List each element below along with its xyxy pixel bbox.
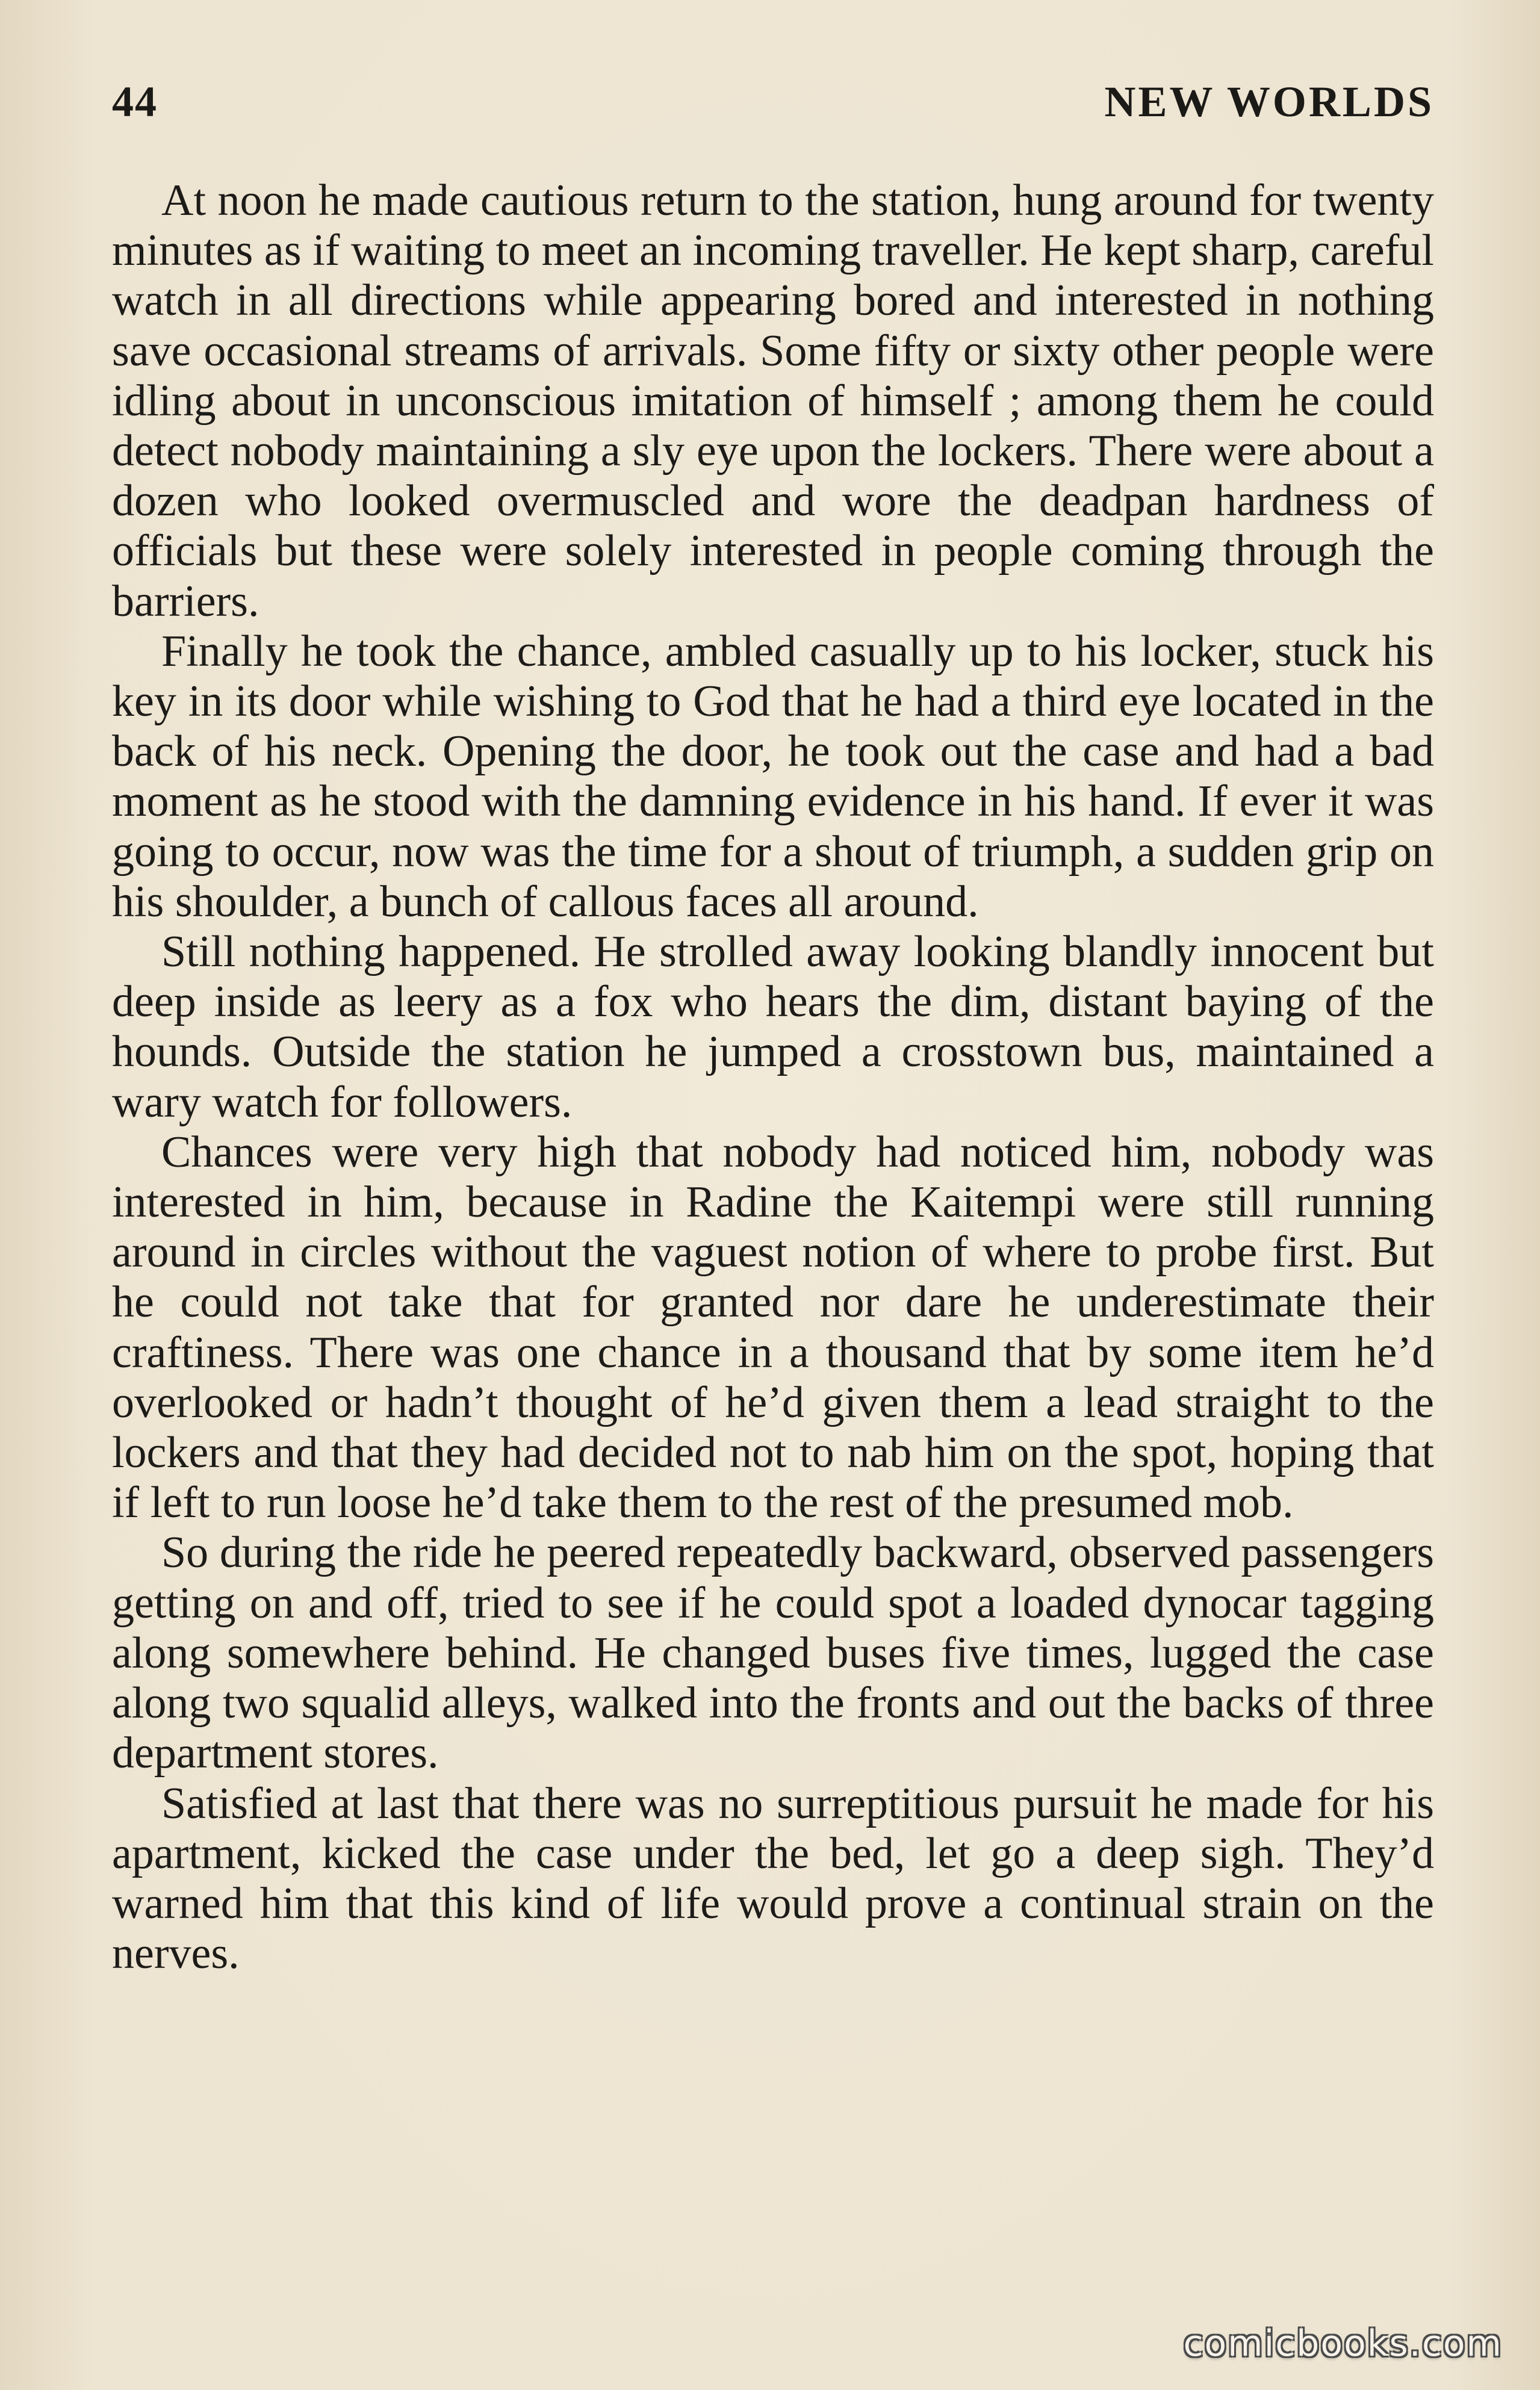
page-header [112,77,1434,137]
paragraph: Chances were very high that nobody had noticed him, nobody was interested in him, because in Radine the Kaitempi were still running around in circles without the vaguest notion of where to probe first. But he could not take that for granted nor dare he underestimate their craftiness. There was one chance in a thousand that by some item he’d overlooked or hadn’t thought of he’d given them a lead straight to the lockers and that they had decided not to nab him on the spot, hoping that if left to run loose he’d take them to the rest of the presumed mob. [112,1127,1434,1528]
paragraph: Satisfied at last that there was no surreptitious pursuit he made for his apartment, kicked the case under the bed, let go a deep sigh. They’d warned him that this kind of life would prove a continual strain on the nerves. [112,1778,1434,1979]
paragraph: Finally he took the chance, ambled casually up to his locker, stuck his key in its door while wishing to God that he had a third eye located in the back of his neck. Opening the door, he took out the case and had a bad moment as he stood with the damning evidence in his hand. If ever it was going to occur, now was the time for a shout of triumph, a sudden grip on his shoulder, a bunch of callous faces all around. [112,626,1434,927]
page-number: 44 [112,78,158,126]
paragraph: At noon he made cautious return to the station, hung around for twenty minutes as if waiting to meet an incoming traveller. He kept sharp, careful watch in all directions while appearing bored and interested in nothing save occasional streams of arrivals. Some fifty or sixty other people were idling about in unconscious imitation of himself ; among them he could detect nobody maintaining a sly eye upon the lockers. There were about a dozen who looked overmuscled and wore the deadpan hardness of officials but these were solely interested in people coming through the barriers. [112,176,1434,626]
paragraph: Still nothing happened. He strolled away looking blandly innocent but deep inside as leery as a fox who hears the dim, distant baying of the hounds. Outside the station he jumped a crosstown bus, maintained a wary watch for followers. [112,927,1434,1127]
site-watermark: comicbooks.com [1183,2323,1503,2365]
story-text [112,176,1434,1979]
paragraph: So during the ride he peered repeatedly backward, observed passengers getting on and off, tried to see if he could spot a loaded dynocar tagging along somewhere behind. He changed buses five times, lugged the case along two squalid alleys, walked into the fronts and out the backs of three department stores. [112,1528,1434,1778]
running-head: NEW WORLDS [1104,78,1434,126]
